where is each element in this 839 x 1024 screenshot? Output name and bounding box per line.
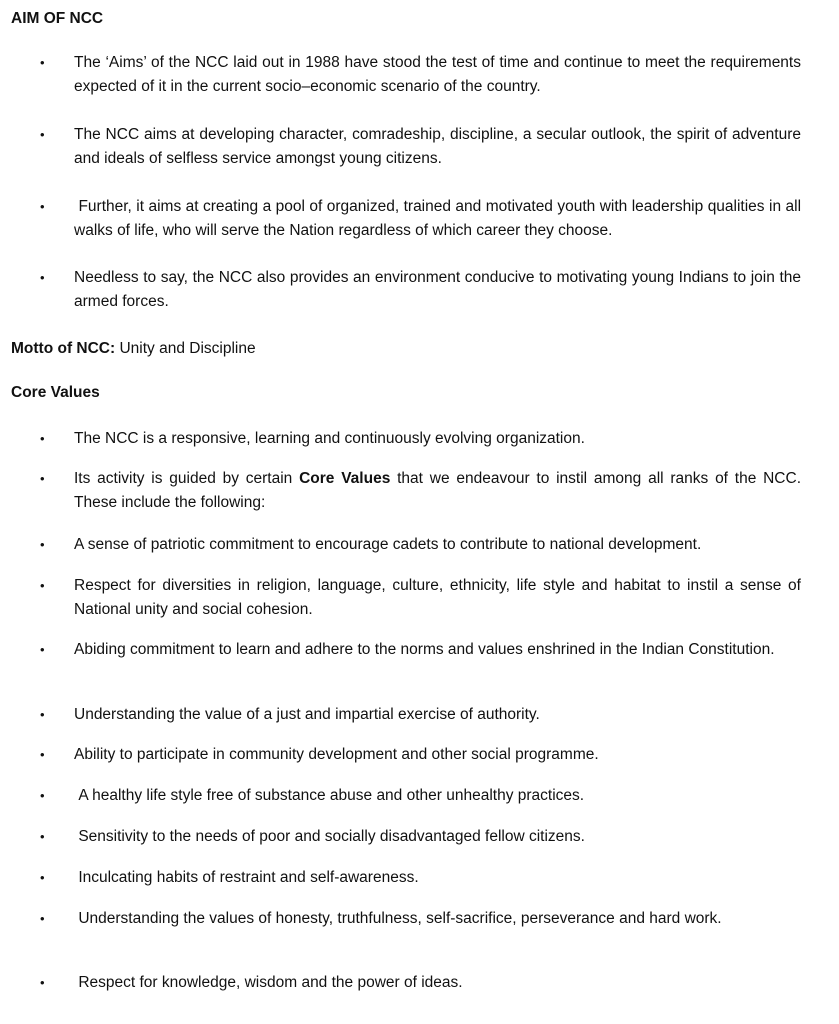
bullet: • [40,270,45,285]
core-value-text: The NCC is a responsive, learning and continuously evolving organization. [74,430,585,447]
bullet: • [40,911,45,926]
core-value-text-part: that we endeavour to instil among all ranks of the NCC. These include the following: [74,470,806,511]
bullet: • [40,55,45,70]
core-value-text: Respect for knowledge, wisdom and the power of ideas. [74,974,463,991]
bullet: • [40,199,45,214]
bullet: • [40,642,45,657]
bullet: • [40,578,45,593]
aim-heading: AIM OF NCC [11,10,104,27]
motto-label: Motto of NCC: [11,340,116,357]
bullet: • [40,975,45,990]
aim-item-text: The ‘Aims’ of the NCC laid out in 1988 have stood the test of time and continue to meet the requirements expected of it in the current socio–economic scenario of the country. [74,54,801,95]
core-value-text: Understanding the value of a just and impartial exercise of authority. [74,706,540,723]
core-value-text-part: Its activity is guided by certain [74,470,300,487]
aim-item-text: The NCC aims at developing character, comradeship, discipline, a secular outlook, the spirit of adventure and ideals of selfless service amongst young citizens. [74,126,801,167]
core-values-emphasis: Core Values [299,470,391,487]
core-value-text: Understanding the values of honesty, truthfulness, self-sacrifice, perseverance and hard work. [74,910,722,927]
core-value-text: Respect for diversities in religion, language, culture, ethnicity, life style and habitat to instil a sense of National unity and social cohesion. [74,577,801,618]
core-value-text: Ability to participate in community development and other social programme. [74,746,599,763]
aim-item-text: Needless to say, the NCC also provides an environment conducive to motivating young Indians to join the armed forces. [74,269,801,310]
core-values-heading: Core Values [11,384,100,401]
bullet: • [40,707,45,722]
core-value-text: A sense of patriotic commitment to encourage cadets to contribute to national development. [74,536,702,553]
bullet: • [40,788,45,803]
core-value-text [74,467,806,515]
bullet: • [40,471,45,486]
bullet: • [40,829,45,844]
core-value-text: A healthy life style free of substance abuse and other unhealthy practices. [74,787,585,804]
motto-line [11,339,256,359]
motto-value: Unity and Discipline [115,340,256,357]
bullet: • [40,537,45,552]
core-value-text: Inculcating habits of restraint and self-awareness. [74,869,419,886]
bullet: • [40,747,45,762]
bullet: • [40,127,45,142]
aim-item-text: Further, it aims at creating a pool of organized, trained and motivated youth with leadership qualities in all walks of life, who will serve the Nation regardless of which career they choose. [74,198,806,239]
bullet: • [40,431,45,446]
core-value-text: Abiding commitment to learn and adhere to the norms and values enshrined in the Indian Constitution. [74,641,775,658]
core-value-text: Sensitivity to the needs of poor and socially disadvantaged fellow citizens. [74,828,585,845]
bullet: • [40,870,45,885]
